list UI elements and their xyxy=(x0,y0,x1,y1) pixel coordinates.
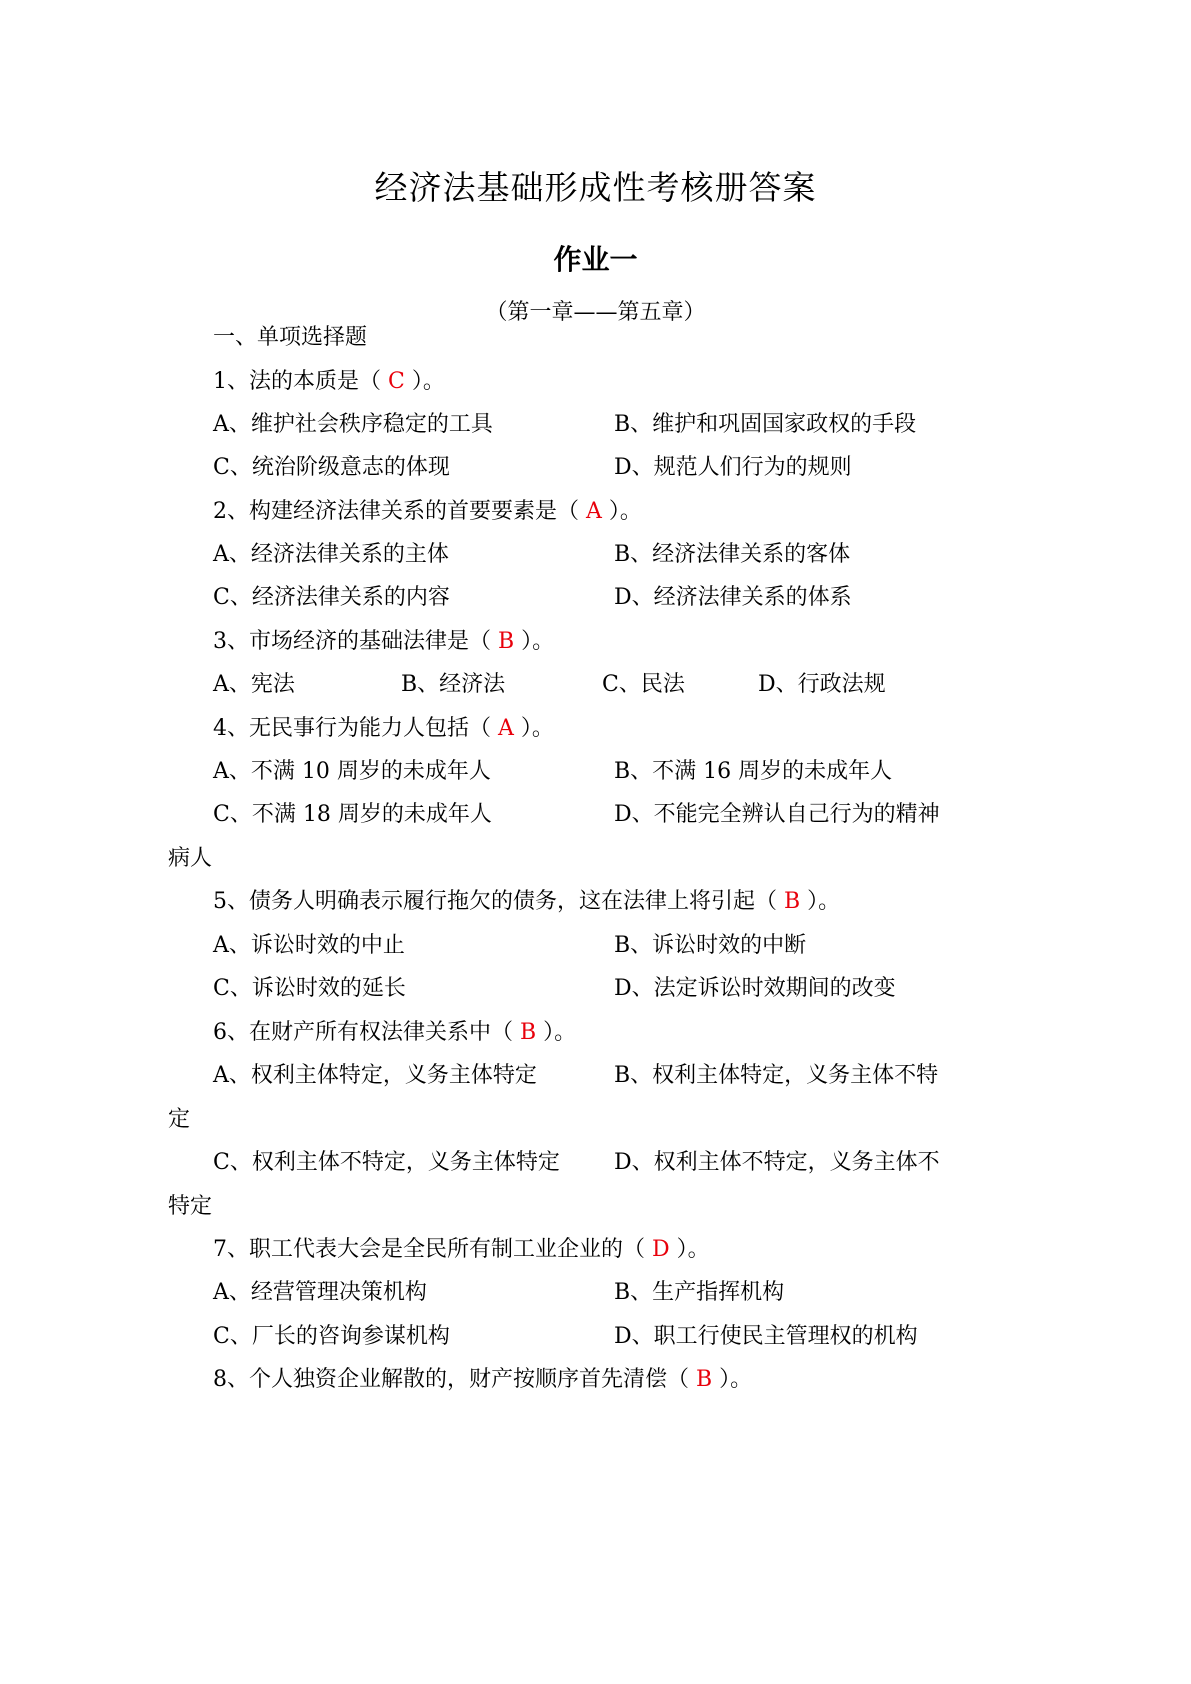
option: B、权利主体特定，义务主体不特 xyxy=(614,1063,939,1088)
option: A、权利主体特定，义务主体特定 xyxy=(213,1063,537,1088)
option: A、维护社会秩序稳定的工具 xyxy=(213,412,493,437)
question-tail: ）。 xyxy=(404,369,445,394)
question-stem xyxy=(213,626,554,658)
question-text: 8、个人独资企业解散的，财产按顺序首先清偿（ xyxy=(213,1367,696,1392)
option: D、规范人们行为的规则 xyxy=(614,455,852,480)
option: D、经济法律关系的体系 xyxy=(614,585,852,610)
question-stem xyxy=(213,886,840,918)
option: D、法定诉讼时效期间的改变 xyxy=(614,976,896,1001)
option: B、经济法 xyxy=(401,672,506,697)
option: A、宪法 xyxy=(213,672,295,697)
answer-letter: B xyxy=(784,889,801,914)
question-text: 5、债务人明确表示履行拖欠的债务，这在法律上将引起（ xyxy=(213,889,784,914)
answer-letter: B xyxy=(696,1367,713,1392)
question-stem xyxy=(213,366,445,398)
option: C、经济法律关系的内容 xyxy=(213,585,450,610)
question-tail: ）。 xyxy=(669,1237,710,1262)
question-tail: ）。 xyxy=(514,629,555,654)
answer-letter: B xyxy=(498,629,515,654)
option: C、不满 18 周岁的未成年人 xyxy=(213,802,492,827)
answer-letter: D xyxy=(652,1237,670,1262)
question-tail: ）。 xyxy=(800,889,841,914)
question-text: 1、法的本质是（ xyxy=(213,369,388,394)
option: D、不能完全辨认自己行为的精神 xyxy=(614,802,940,827)
question-text: 7、职工代表大会是全民所有制工业企业的（ xyxy=(213,1237,652,1262)
option: B、维护和巩固国家政权的手段 xyxy=(614,412,917,437)
question-tail: ）。 xyxy=(536,1020,577,1045)
option: B、生产指挥机构 xyxy=(614,1280,785,1305)
answer-letter: B xyxy=(520,1020,537,1045)
option: A、经济法律关系的主体 xyxy=(213,542,449,567)
question-stem xyxy=(213,713,554,745)
question-text: 4、无民事行为能力人包括（ xyxy=(213,716,498,741)
option: D、职工行使民主管理权的机构 xyxy=(614,1324,918,1349)
option: A、经营管理决策机构 xyxy=(213,1280,427,1305)
answer-letter: A xyxy=(498,716,514,741)
document-title: 经济法基础形成性考核册答案 xyxy=(374,168,817,207)
answer-letter: A xyxy=(586,499,602,524)
option-continuation: 特定 xyxy=(168,1194,213,1219)
section-heading: 一、单项选择题 xyxy=(213,325,368,350)
option: D、行政法规 xyxy=(758,672,886,697)
option: A、不满 10 周岁的未成年人 xyxy=(213,759,491,784)
option: B、诉讼时效的中断 xyxy=(614,933,807,958)
option: A、诉讼时效的中止 xyxy=(213,933,405,958)
question-stem xyxy=(213,1364,752,1396)
answer-letter: C xyxy=(388,369,405,394)
option: C、民法 xyxy=(602,672,685,697)
question-tail: ）。 xyxy=(712,1367,753,1392)
question-stem xyxy=(213,496,642,528)
homework-heading: 作业一 xyxy=(553,243,638,276)
chapter-range: （第一章——第五章） xyxy=(485,300,706,325)
option: D、权利主体不特定，义务主体不 xyxy=(614,1150,940,1175)
question-text: 6、在财产所有权法律关系中（ xyxy=(213,1020,520,1045)
question-stem xyxy=(213,1017,576,1049)
question-tail: ）。 xyxy=(601,499,642,524)
option: C、诉讼时效的延长 xyxy=(213,976,406,1001)
option: C、统治阶级意志的体现 xyxy=(213,455,450,480)
question-tail: ）。 xyxy=(513,716,554,741)
option: C、厂长的咨询参谋机构 xyxy=(213,1324,450,1349)
option-continuation: 定 xyxy=(168,1107,191,1132)
option: B、经济法律关系的客体 xyxy=(614,542,851,567)
question-text: 3、市场经济的基础法律是（ xyxy=(213,629,498,654)
option: B、不满 16 周岁的未成年人 xyxy=(614,759,893,784)
option-continuation: 病人 xyxy=(168,846,213,871)
option: C、权利主体不特定，义务主体特定 xyxy=(213,1150,560,1175)
question-text: 2、构建经济法律关系的首要要素是（ xyxy=(213,499,586,524)
question-stem xyxy=(213,1234,710,1266)
